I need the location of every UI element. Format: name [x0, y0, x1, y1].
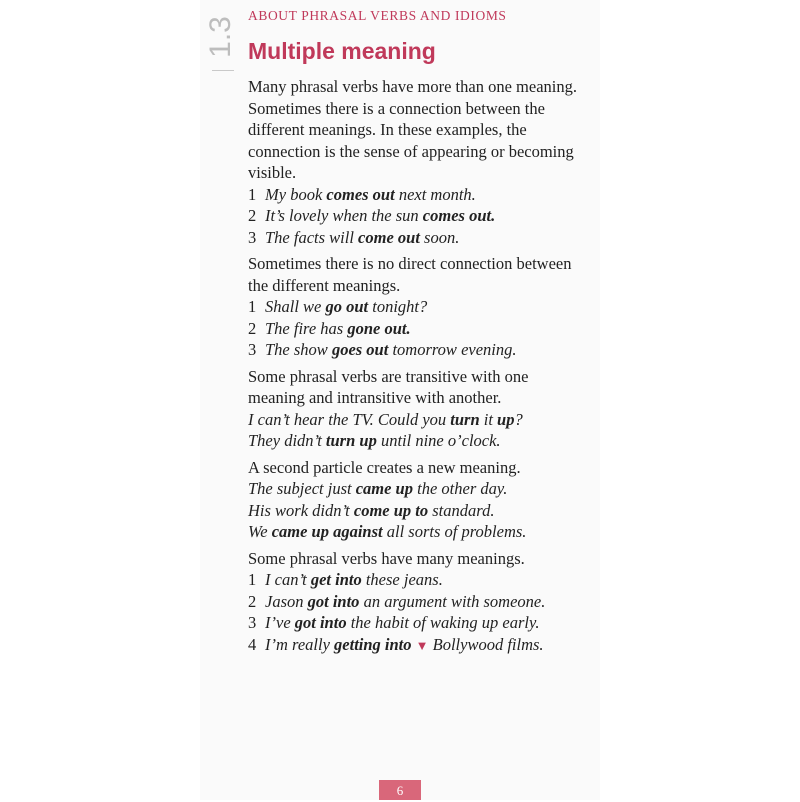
example-line: 2 Jason got into an argument with someone. — [248, 591, 546, 611]
example-line: 3 I’ve got into the habit of waking up early. — [248, 613, 540, 632]
example-line: 1 My book comes out next month. — [248, 184, 476, 204]
paragraph-second-particle: A second particle creates a new meaning. — [248, 457, 521, 477]
example-line: 2 The fire has gone out. — [248, 318, 411, 338]
page-number: 6 — [379, 780, 421, 800]
example-line: 3 The show goes out tomorrow evening. — [248, 340, 517, 359]
example-line: They didn’t turn up until nine o’clock. — [248, 431, 501, 450]
paragraph-transitive: Some phrasal verbs are transitive with one meaning and intransitive with another. — [248, 366, 529, 407]
section-rule — [212, 70, 234, 71]
page-body — [248, 76, 583, 656]
examples-turn-up — [248, 409, 583, 452]
example-line: We came up against all sorts of problems. — [248, 522, 527, 541]
section-number: 1.3 — [204, 16, 237, 58]
running-head: ABOUT PHRASAL VERBS AND IDIOMS — [248, 8, 507, 23]
example-line: 1 I can’t get into these jeans. — [248, 570, 443, 589]
examples-get-into — [248, 569, 583, 656]
examples-comes-out — [248, 184, 583, 249]
example-line: 1 Shall we go out tonight? — [248, 297, 428, 316]
paragraph-no-connection: Sometimes there is no direct connection between the different meanings. — [248, 254, 572, 295]
triangle-down-icon: ▼ — [415, 637, 429, 653]
example-line: 4 I’m really getting into ▼ Bollywood films. — [248, 634, 544, 654]
example-line: I can’t hear the TV. Could you turn it up? — [248, 409, 523, 429]
examples-go-out — [248, 296, 583, 361]
example-line: 2 It’s lovely when the sun comes out. — [248, 206, 496, 225]
example-line: His work didn’t come up to standard. — [248, 500, 495, 520]
example-line: 3 The facts will come out soon. — [248, 227, 460, 247]
paragraph-many-meanings: Some phrasal verbs have many meanings. — [248, 548, 525, 568]
intro-paragraph: Many phrasal verbs have more than one meaning. Sometimes there is a connection between the different meanings. In these examples, the connection is the sense of appearing or becoming visible. — [248, 77, 577, 182]
examples-come-up — [248, 478, 583, 543]
example-line: The subject just came up the other day. — [248, 479, 508, 498]
page-title: Multiple meaning — [248, 38, 436, 64]
